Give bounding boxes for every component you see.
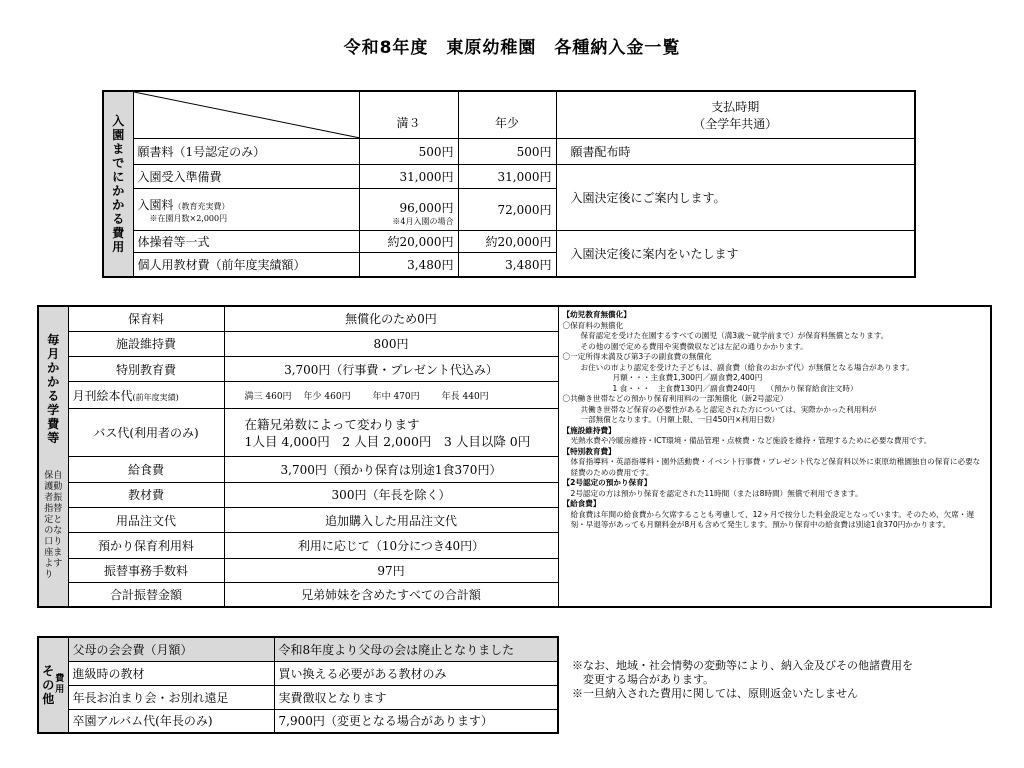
vertical-char: か [47, 375, 60, 389]
item-label: 入園料 [137, 197, 174, 212]
note-line: 月額・・・主食費1,300円／副食費2,400円 [612, 373, 763, 382]
value-nensho: 72,000円 [458, 189, 556, 231]
value-nensho: 約20,000円 [458, 231, 556, 253]
note-line: 光熱水費や冷暖房維持・ICT環境・備品管理・点検費・など施設を維持・管理するために必要な費用です。 [570, 436, 932, 445]
value-nensho: 31,000円 [458, 165, 556, 189]
item-sub: (前年度実績) [132, 392, 179, 402]
value-text: 96,000円 [399, 200, 454, 215]
vertical-char: 動 [53, 482, 63, 492]
diagonal-header-cell [133, 91, 359, 139]
vertical-char: ま [112, 141, 125, 156]
vertical-char: か [112, 197, 125, 212]
value-mitsu3: 31,000円 [359, 165, 458, 189]
item-childcare: 預かり保育利用料 [68, 533, 224, 558]
vertical-char: ま [53, 548, 63, 558]
item-picture-book [68, 382, 224, 408]
vertical-char: な [53, 526, 63, 536]
value-part: 年長 440円 [441, 391, 489, 402]
value-nensho: 500円 [458, 139, 556, 165]
vertical-char: の [44, 526, 54, 536]
value-mitsu3 [359, 189, 458, 231]
value-promotion-materials: 買い換える必要がある教材のみ [274, 661, 558, 685]
vertical-char: 指 [44, 504, 54, 514]
vertical-char: に [112, 169, 125, 184]
payment-timing: 願書配布時 [556, 139, 915, 165]
admission-fee-table [102, 90, 916, 278]
note-line: その他の園で定める費用や実費徴収などは左記の通りかかります。 [580, 341, 808, 351]
value-line: 1人目 4,000円 2 人目 2,000円 3 人目以降 0円 [244, 433, 531, 449]
value-nensho: 3,480円 [458, 253, 556, 277]
note-line: 共働き世帯など保育の必要性があると認定された方については、実際かかった利用料が [580, 404, 877, 414]
value-tuition: 無償化のため0円 [224, 306, 558, 331]
item-label: 月刊絵本代 [72, 388, 133, 403]
section-label-monthly [38, 306, 68, 607]
item-transfer-fee: 振替事務手数料 [68, 558, 224, 582]
vertical-char: 用 [55, 685, 65, 695]
value-total: 兄弟姉妹を含めたすべての合計額 [224, 583, 558, 607]
value-mitsu3: 500円 [359, 139, 458, 165]
value-part: 満三 460円 [244, 391, 292, 402]
section-sublabel-text [55, 674, 64, 696]
item-application-fee: 願書料（1号認定のみ） [133, 139, 359, 165]
item-sleepover: 年長お泊まり会・お別れ遠足 [68, 685, 274, 709]
vertical-char: 定 [44, 515, 54, 525]
value-album: 7,900円（変更となる場合があります） [274, 709, 558, 733]
item-album: 卒園アルバム代(年長のみ) [68, 709, 274, 733]
item-sub: （教育充実費） [173, 201, 230, 211]
vertical-char: 自 [53, 471, 63, 481]
item-special-education: 特別教育費 [68, 357, 224, 382]
vertical-char: で [112, 155, 125, 170]
vertical-char: の [42, 678, 55, 692]
value-note: ※4月入園の場合 [392, 216, 454, 226]
vertical-char: 等 [47, 431, 60, 445]
note-heading: 【2号認定の預かり保育】 [562, 478, 652, 487]
footnote: 変更する場合があります。 [572, 673, 715, 686]
col-header-payment [556, 91, 915, 139]
vertical-char: り [53, 537, 63, 547]
footnotes [572, 659, 1012, 701]
vertical-char: 費 [112, 225, 125, 240]
item-materials: 教材費 [68, 482, 224, 507]
note-line: お住いの市より認定を受けた子どもは、副食費（給食のおかず代）が無償となる場合があります。 [580, 362, 915, 372]
note-heading: 【給食費】 [562, 499, 601, 508]
vertical-char: 入 [112, 113, 125, 128]
note-line: 1 食・・・ 主食費130円／副食費240円 （預かり保育給食注文時） [612, 383, 858, 393]
note-line: 保育認定を受けた在園するすべての園児（満3歳～就学前まで）が保育料無償となります。 [580, 331, 889, 340]
value-mitsu3: 約20,000円 [359, 231, 458, 253]
vertical-char: 費 [55, 674, 65, 684]
payment-timing: 入園決定後に案内をいたします [556, 231, 915, 277]
payment-header-sub: （全学年共通） [693, 117, 778, 131]
section-sublabel-col [53, 471, 62, 570]
note-heading: 【幼児教育無償化】 [562, 310, 631, 319]
notes-panel [558, 306, 991, 607]
col-header-nensho: 年少 [458, 91, 556, 139]
section-label-text [112, 114, 124, 254]
vertical-char: 替 [53, 504, 63, 514]
vertical-char: る [112, 211, 125, 226]
diagonal-line [134, 92, 360, 138]
note-line: 〇一定所得未満及び第3子の副食費の無償化 [562, 352, 712, 361]
value-bus [224, 408, 558, 457]
vertical-char: 座 [44, 548, 54, 558]
note-line: 2号認定の方は預かり保育を認定された11時間（または8時間）無償で利用できます。 [570, 488, 863, 498]
item-facility: 施設維持費 [68, 331, 224, 356]
vertical-char: 毎 [47, 333, 60, 347]
vertical-char: る [47, 389, 60, 403]
vertical-char: 者 [44, 493, 54, 503]
vertical-char: 費 [47, 417, 60, 431]
item-prep-fee: 入園受入準備費 [133, 165, 359, 189]
payment-header: 支払時期 [711, 100, 760, 114]
vertical-char: 保 [44, 471, 54, 481]
vertical-char: 振 [53, 493, 63, 503]
item-total: 合計振替金額 [68, 583, 224, 607]
item-note: ※在園月数×2,000円 [149, 213, 228, 223]
value-special-education: 3,700円（行事費・プレゼント代込み） [224, 357, 558, 382]
value-lunch: 3,700円（預かり保育は別途1食370円） [224, 457, 558, 482]
vertical-char: 月 [47, 347, 60, 361]
item-enrollment-fee [133, 189, 359, 231]
section-sublabel-col [44, 471, 53, 581]
payment-timing: 入園決定後にご案内します。 [556, 165, 915, 231]
item-supplies: 用品注文代 [68, 508, 224, 533]
value-part: 年少 460円 [303, 391, 351, 402]
value-facility: 800円 [224, 331, 558, 356]
note-line: 〇保育料の無償化 [562, 320, 624, 330]
section-label-text [47, 333, 59, 445]
vertical-char: 護 [44, 482, 54, 492]
item-bus: バス代(利用者のみ) [68, 408, 224, 457]
value-materials: 300円（年長を除く） [224, 482, 558, 507]
page-title: 令和8年度 東原幼稚園 各種納入金一覧 [343, 38, 681, 58]
item-tuition: 保育料 [68, 306, 224, 331]
vertical-char: す [53, 559, 63, 569]
value-transfer-fee: 97円 [224, 558, 558, 582]
note-heading: 【特別教育費】 [562, 446, 616, 456]
vertical-char: か [112, 183, 125, 198]
value-parents-assoc: 令和8年度より父母の会は廃止となりました [274, 637, 558, 661]
value-supplies: 追加購入した用品注文代 [224, 508, 558, 533]
vertical-char: 他 [42, 692, 55, 706]
vertical-char: と [53, 515, 63, 525]
item-lunch: 給食費 [68, 457, 224, 482]
note-line: 給食費は年間の給食費から欠席することも考慮して、12ヶ月で按分した料金設定となっています。そのため、欠席・遅刻・早退等があっても月額料金が8月も含めて発生します。預かり保育中の給食費は別途1食370円かかります。 [570, 509, 974, 529]
section-label-text [42, 664, 54, 706]
item-parents-assoc: 父母の会会費（月額） [68, 637, 274, 661]
item-promotion-materials: 進級時の教材 [68, 661, 274, 685]
other-fee-table [37, 636, 559, 734]
value-part: 年中 470円 [372, 391, 420, 402]
item-gym-uniform: 体操着等一式 [133, 231, 359, 253]
vertical-char: 口 [44, 537, 54, 547]
vertical-char: か [47, 361, 60, 375]
footnote: ※一旦納入された費用に関しては、原則返金いたしません [572, 687, 858, 700]
note-line: 〇共働き世帯などの預かり保育利用料の一部無償化（新2号認定） [562, 394, 788, 403]
value-mitsu3: 3,480円 [359, 253, 458, 277]
section-label-admission [103, 91, 133, 277]
item-materials: 個人用教材費（前年度実績額） [133, 253, 359, 277]
vertical-char: そ [42, 664, 55, 678]
section-label-other [38, 637, 68, 733]
monthly-fee-table [37, 305, 992, 608]
vertical-char: 園 [112, 127, 125, 142]
value-picture-book [224, 382, 558, 408]
note-line: 体育指導料・英語指導料・園外活動費・イベント行事費・プレゼント代など保育料以外に東原幼稚園独自の保育に必要な経費のための費用です。 [570, 457, 981, 477]
value-childcare: 利用に応じて（10分につき40円） [224, 533, 558, 558]
col-header-mitsu3: 満３ [359, 91, 458, 139]
vertical-char: 学 [47, 403, 60, 417]
note-line: 一部無償となります。（月額上限、一日450円×利用日数） [580, 415, 780, 424]
value-line: 在籍兄弟数によって変わります [244, 416, 420, 432]
footnote: ※なお、地域・社会情勢の変動等により、納入金及びその他諸費用を [572, 659, 913, 672]
vertical-char: よ [44, 559, 54, 569]
note-heading: 【施設維持費】 [562, 425, 616, 435]
value-sleepover: 実費徴収となります [274, 685, 558, 709]
vertical-char: 用 [112, 239, 125, 254]
vertical-char: り [44, 570, 54, 580]
